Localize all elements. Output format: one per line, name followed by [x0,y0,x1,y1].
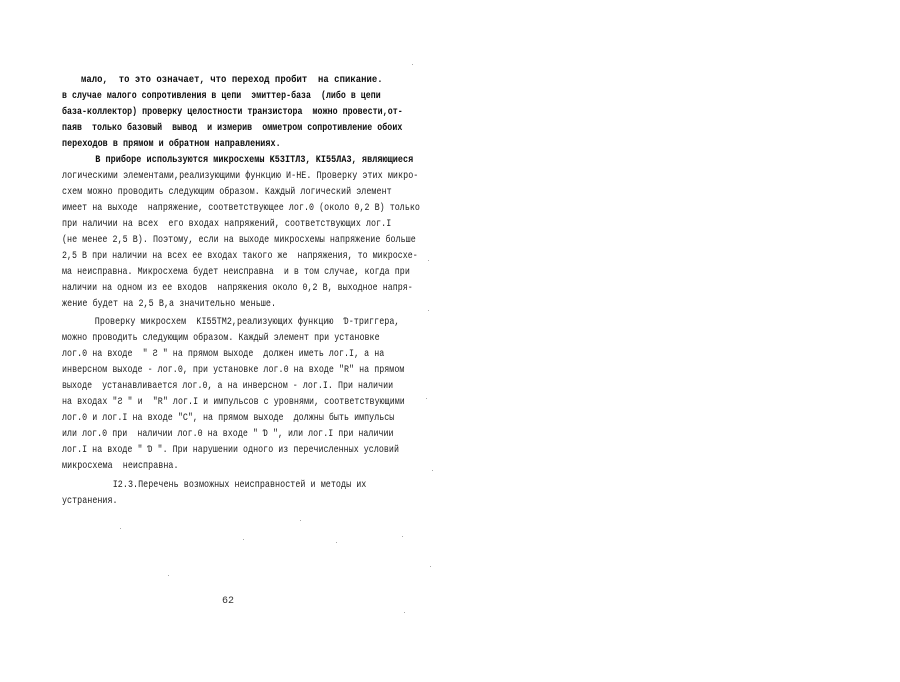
page-number: 62 [222,596,235,607]
text-line: мало, то это означает, что переход пробит на спикание. [81,75,383,86]
scan-speck [432,470,433,471]
text-line: В приборе используются микросхемы K53ITЛ3, KI55ЛA3, являющиеся [44,155,414,166]
text-line: в случае малого сопротивления в цепи эмиттер-база (либо в цепи [62,91,381,102]
text-line: лог.I на входе " Ɗ ". При нарушении одного из перечисленных условий [62,445,399,456]
text-line: на входах "Ƨ " и "R" лог.I и импульсов с уровнями, соответствующими [62,397,405,408]
section-heading: устранения. [62,496,118,507]
text-line: лог.0 на входе " Ƨ " на прямом выходе должен иметь лог.I, а на [62,349,385,360]
scan-speck [428,310,429,311]
text-line: при наличии на всех его входах напряжений, соответствующих лог.I [62,219,392,230]
text-line: (не менее 2,5 В). Поэтому, если на выходе микросхемы напряжение больше [62,235,416,246]
scan-speck [430,566,431,567]
scan-speck [243,539,244,540]
text-line: логическими элементами,реализующими функцию И-НЕ. Проверку этих микро- [62,171,419,182]
text-line: база-коллектор) проверку целостности транзистора можно провести,от- [62,107,403,118]
text-line: Проверку микросхем KI55TM2,реализующих функцию Ɗ-триггера, [44,317,400,328]
text-line: жение будет на 2,5 В,а значительно меньше. [62,299,277,310]
scan-speck [412,64,413,65]
scan-speck [336,542,337,543]
text-line: наличии на одном из ее входов напряжения около 0,2 В, выходное напря- [62,283,413,294]
text-line: можно проводить следующим образом. Каждый элемент при установке [62,333,380,344]
scan-speck [168,575,169,576]
text-line: ма неисправна. Микросхема будет неисправна и в том случае, когда при [62,267,410,278]
text-line: лог.0 и лог.I на входе "C", на прямом выходе должны быть импульсы [62,413,395,424]
scan-speck [404,612,405,613]
text-line: 2,5 В при наличии на всех ее входах такого же напряжения, то микросхе- [62,251,418,262]
text-line: микросхема неисправна. [62,461,179,472]
section-heading: I2.3.Перечень возможных неисправностей и методы их [62,480,367,491]
text-line: переходов в прямом и обратном направлениях. [62,139,281,150]
text-line: схем можно проводить следующим образом. Каждый логический элемент [62,187,392,198]
text-line: имеет на выходе напряжение, соответствующее лог.0 (около 0,2 В) только [62,203,420,214]
text-line: или лог.0 при наличии лог.0 на входе " Ɗ ", или лог.I при наличии [62,429,394,440]
scan-speck [300,520,301,521]
scan-speck [426,398,427,399]
text-line: выходе устанавливается лог.0, а на инверсном - лог.I. При наличии [62,381,394,392]
scan-speck [402,536,403,537]
text-line: паяв только базовый вывод и измерив омметром сопротивление обоих [62,123,403,134]
scan-speck [428,260,429,261]
scan-speck [120,528,121,529]
text-line: инверсном выходе - лог.0, при установке лог.0 на входе "R" на прямом [62,365,405,376]
